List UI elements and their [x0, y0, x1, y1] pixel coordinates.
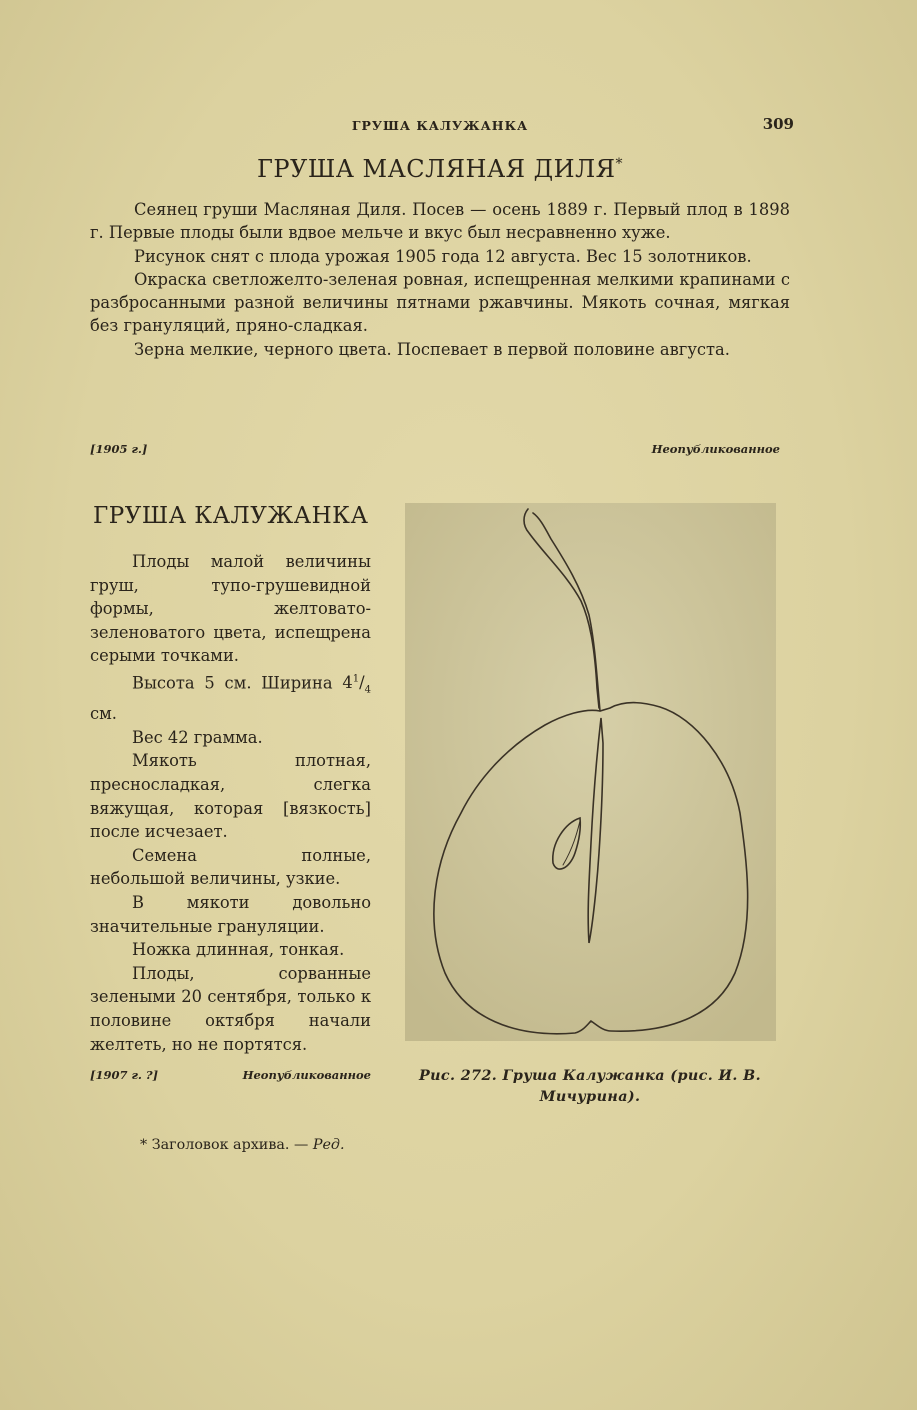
figure-caption: Рис. 272. Груша Калужанка (рис. И. В. Мичурина). — [418, 1068, 762, 1105]
paragraph: Плоды малой величины груш, тупо-грушевидной формы, желтовато-зеленоватого цвета, испещрена серыми точками. — [90, 552, 371, 666]
paragraph: В мякоти довольно значительные грануляции. — [90, 892, 371, 936]
paragraph: Мякоть плотная, пресносладкая, слегка вяжущая, которая [вязкость] после исчезает. — [90, 751, 371, 842]
pear-illustration — [405, 503, 776, 1041]
footnote — [140, 1137, 345, 1153]
date-note: [1907 г. ?] — [90, 1068, 159, 1082]
size-text: Высота 5 см. Ширина — [132, 673, 333, 693]
running-title: ГРУША КАЛУЖАНКА — [351, 118, 529, 133]
paragraph: Плоды, сорванные зелеными 20 сентября, только к половине октября начали желтеть, но не портятся. — [90, 963, 371, 1054]
paragraph: Сеянец груши Масляная Диля. Посев — осень 1889 г. Первый плод в 1898 г. Первые плоды были вдвое мельче и вкус был несравненно хуже. — [90, 200, 790, 243]
section-title-kaluzhanka: ГРУША КАЛУЖАНКА — [93, 503, 369, 529]
footnote-editor: Ред. — [312, 1137, 345, 1153]
pear-drawing — [405, 503, 776, 1041]
publication-status: Неопубликованное — [651, 442, 780, 456]
paragraph — [90, 668, 371, 726]
paragraph: Окраска светложелто-зеленая ровная, испещренная мелкими крапинами с разбросанными разной величины пятнами ржавчины. Мякоть сочная, мягкая без грануляций, пряно-сладкая. — [90, 269, 790, 336]
running-header — [90, 115, 794, 138]
paragraph: Рисунок снят с плода урожая 1905 года 12 августа. Вес 15 золотников. — [134, 246, 752, 266]
page-number: 309 — [762, 115, 794, 133]
date-note: [1905 г.] — [90, 442, 148, 456]
paragraph: Вес 42 грамма. — [132, 727, 263, 747]
section-body-kaluzhanka — [90, 550, 371, 1056]
footnote-mark: * — [140, 1137, 148, 1153]
paragraph: Семена полные, небольшой величины, узкие. — [90, 845, 371, 889]
section-title-text: ГРУША МАСЛЯНАЯ ДИЛЯ — [256, 155, 616, 183]
paragraph: Ножка длинная, тонкая. — [132, 940, 345, 960]
footnote-text: Заголовок архива. — — [151, 1137, 309, 1153]
publication-status: Неопубликованное — [242, 1068, 371, 1082]
section-body-maslyanaya — [90, 198, 790, 361]
paragraph: Зерна мелкие, черного цвета. Поспевает в первой половине августа. — [134, 339, 730, 359]
section-title-maslyanaya — [90, 155, 790, 183]
title-footnote-mark: * — [615, 156, 624, 172]
width-value: $4^1/_4$ см. — [90, 673, 371, 724]
